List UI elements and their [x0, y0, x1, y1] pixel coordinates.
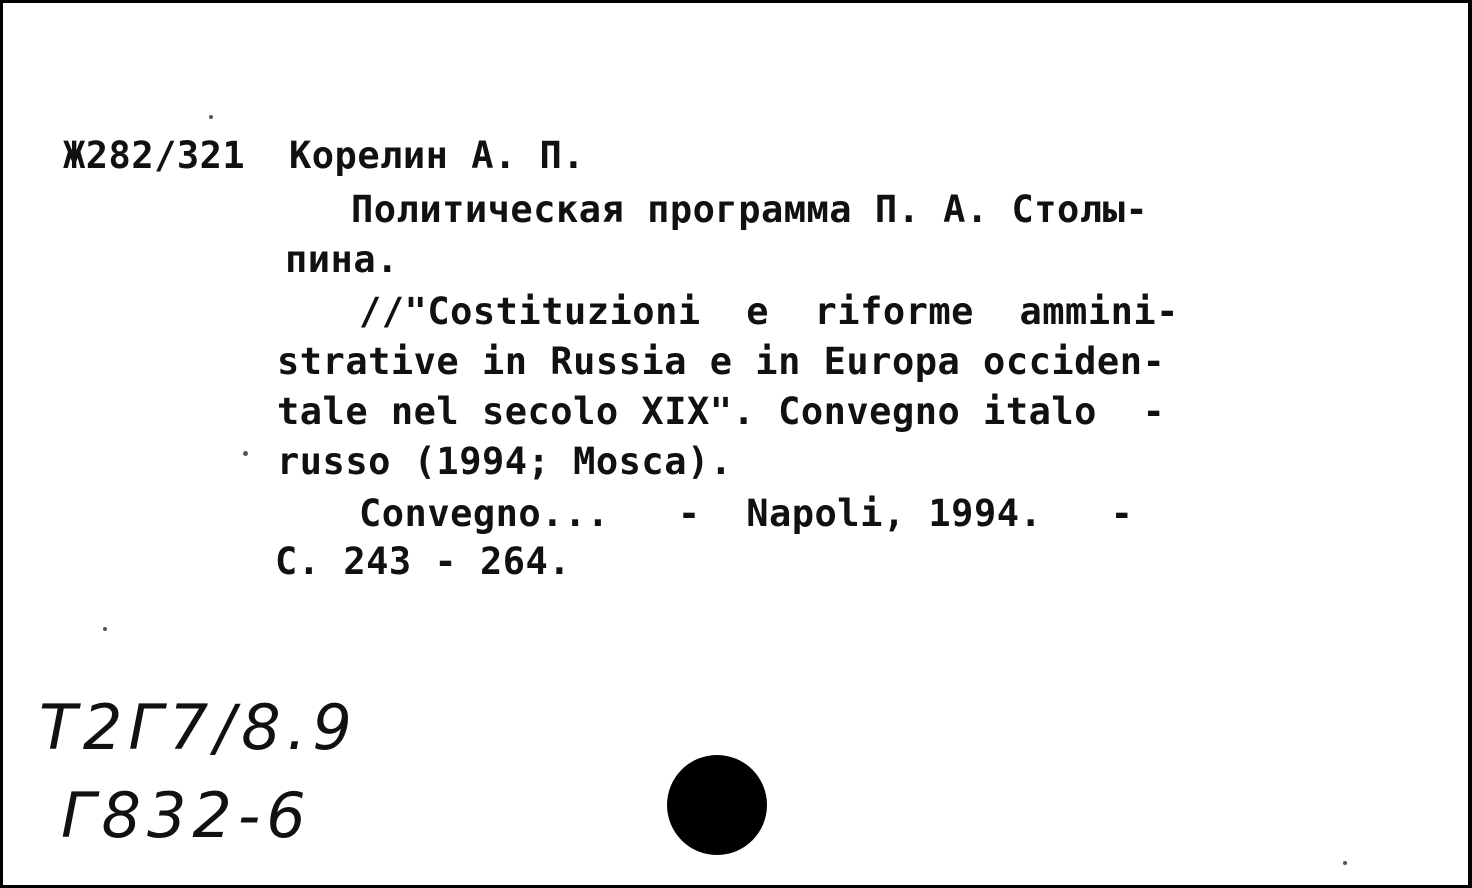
- source-line-2: strative in Russia e in Europa occiden-: [277, 340, 1166, 383]
- speck: [1343, 861, 1347, 865]
- speck: [243, 451, 248, 456]
- title-line-2: пина.: [285, 238, 399, 281]
- speck: [209, 115, 213, 119]
- title-line-1: Политическая программа П. А. Столы-: [351, 188, 1149, 231]
- handwritten-classmark-1: T2Г7/8.9: [39, 691, 358, 764]
- source-line-3: tale nel secolo XIX". Convegno italo -: [277, 390, 1166, 433]
- publication-line-1: Convegno... - Napoli, 1994. -: [359, 492, 1134, 535]
- author: Корелин А. П.: [289, 134, 586, 177]
- source-line-4: russo (1994; Mosca).: [277, 440, 733, 483]
- handwritten-classmark-2: Г832-6: [61, 779, 312, 852]
- publication-line-2: C. 243 - 264.: [275, 540, 572, 583]
- speck: [103, 627, 107, 631]
- source-line-1: //"Costituzioni e riforme ammini-: [359, 290, 1179, 333]
- punch-hole: [667, 755, 767, 855]
- shelfmark: Ж282/321: [63, 134, 246, 177]
